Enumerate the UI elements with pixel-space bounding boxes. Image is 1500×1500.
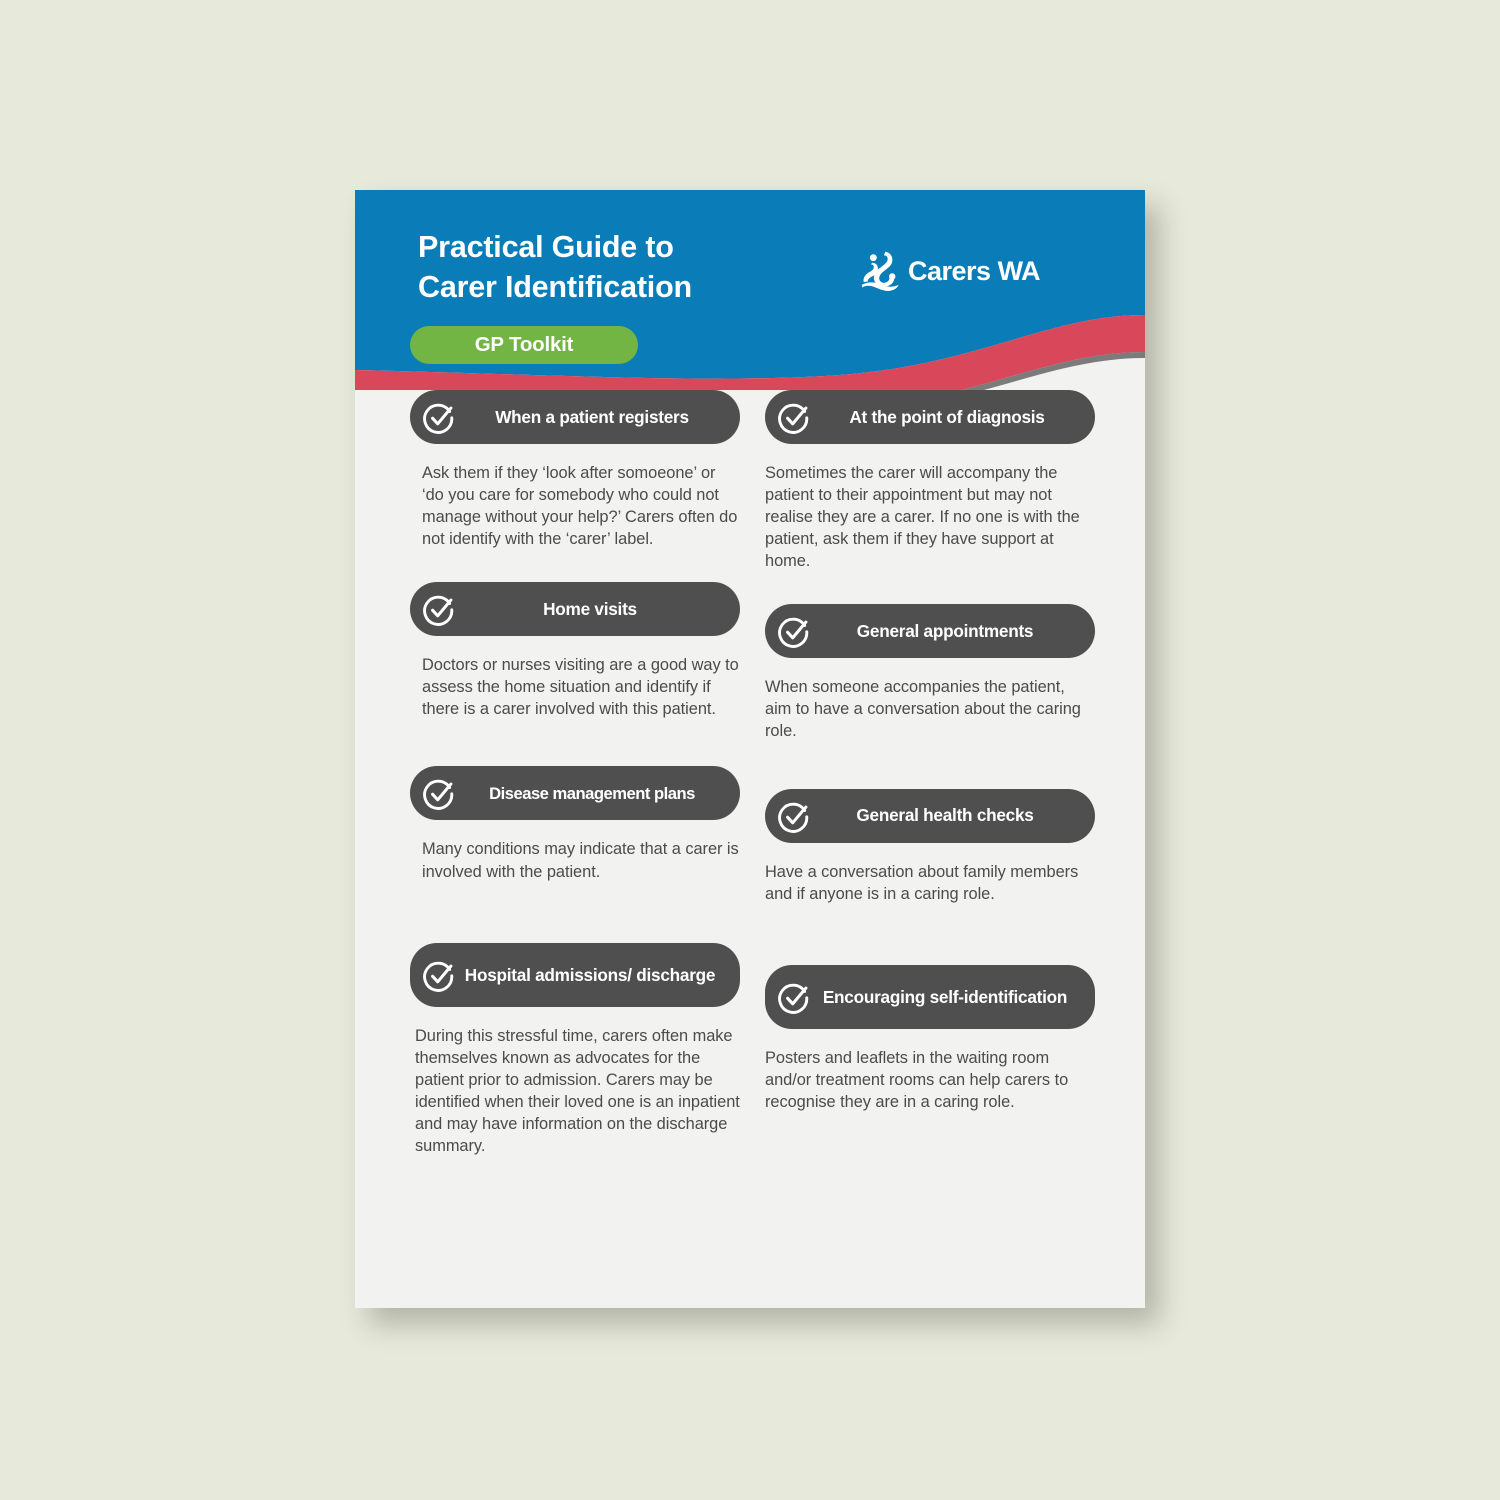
check-circle-icon <box>422 400 456 434</box>
title-line-2: Carer Identification <box>418 270 692 305</box>
heading-pill-when-a-patient-registers[interactable] <box>410 390 740 444</box>
heading-label: When a patient registers <box>495 406 689 427</box>
block-general-appointments <box>765 604 1095 742</box>
heading-label: General health checks <box>856 805 1034 826</box>
check-circle-icon <box>422 958 456 992</box>
heading-pill-at-the-point-of-diagnosis[interactable] <box>765 390 1095 444</box>
poster-header <box>355 190 1145 390</box>
gp-toolkit-badge[interactable] <box>410 326 638 364</box>
check-circle-icon <box>777 799 811 833</box>
heading-label: At the point of diagnosis <box>849 406 1045 427</box>
block-body: Many conditions may indicate that a carer is involved with the patient. <box>422 840 739 881</box>
heading-pill-hospital-admissions-discharge[interactable] <box>410 943 740 1007</box>
block-body: Ask them if they ‘look after somoeone’ or ‘do you care for somebody who could not manage without your help?’ Carers often do not identify with the ‘carer’ label. <box>422 464 738 549</box>
heading-pill-home-visits[interactable] <box>410 582 740 636</box>
heading-label: Encouraging self-identification <box>822 986 1068 1007</box>
heading-label: Disease management plans <box>489 783 695 803</box>
check-circle-icon <box>777 614 811 648</box>
heading-label: Hospital admissions/ discharge <box>464 964 716 985</box>
title-line-1: Practical Guide to <box>418 230 674 264</box>
heading-label: General appointments <box>856 621 1034 642</box>
block-when-a-patient-registers <box>410 390 740 550</box>
carers-wa-logo[interactable] <box>860 248 1040 294</box>
poster-content <box>355 390 1145 1308</box>
block-hospital-admissions-discharge <box>410 943 740 1157</box>
check-circle-icon <box>422 776 456 810</box>
right-column <box>765 390 1095 1113</box>
block-body: When someone accompanies the patient, aim to have a conversation about the caring role. <box>765 678 1081 741</box>
poster-card <box>355 190 1145 1308</box>
block-home-visits <box>410 582 740 720</box>
heading-pill-encouraging-self-identification[interactable] <box>765 965 1095 1029</box>
block-encouraging-self-identification <box>765 965 1095 1113</box>
block-body: During this stressful time, carers often make themselves known as advocates for the patient prior to admission. Carers may be identified when their loved one is an inpatient and may have information on the discharge summary. <box>415 1026 740 1155</box>
carers-wa-logo-text: Carers WA <box>908 255 1041 286</box>
poster-title <box>418 227 692 308</box>
heading-label: Home visits <box>543 599 637 620</box>
check-circle-icon <box>422 592 456 626</box>
block-disease-management-plans <box>410 766 740 882</box>
block-general-health-checks <box>765 789 1095 905</box>
carers-wa-figures-icon <box>860 248 906 294</box>
block-body: Posters and leaflets in the waiting room and/or treatment rooms can help carers to recognise they are in a caring role. <box>765 1048 1069 1111</box>
heading-pill-general-health-checks[interactable] <box>765 789 1095 843</box>
heading-pill-general-appointments[interactable] <box>765 604 1095 658</box>
check-circle-icon <box>777 400 811 434</box>
block-body: Have a conversation about family members and if anyone is in a caring role. <box>765 862 1079 903</box>
heading-pill-disease-management-plans[interactable] <box>410 766 740 820</box>
block-body: Doctors or nurses visiting are a good way to assess the home situation and identify if there is a carer involved with this patient. <box>422 656 739 719</box>
left-column <box>410 390 740 1157</box>
block-at-the-point-of-diagnosis <box>765 390 1095 572</box>
check-circle-icon <box>777 980 811 1014</box>
gp-toolkit-badge-label: GP Toolkit <box>474 333 574 356</box>
block-body: Sometimes the carer will accompany the patient to their appointment but may not realise they are a carer. If no one is with the patient, ask them if they have support at home. <box>765 464 1080 571</box>
